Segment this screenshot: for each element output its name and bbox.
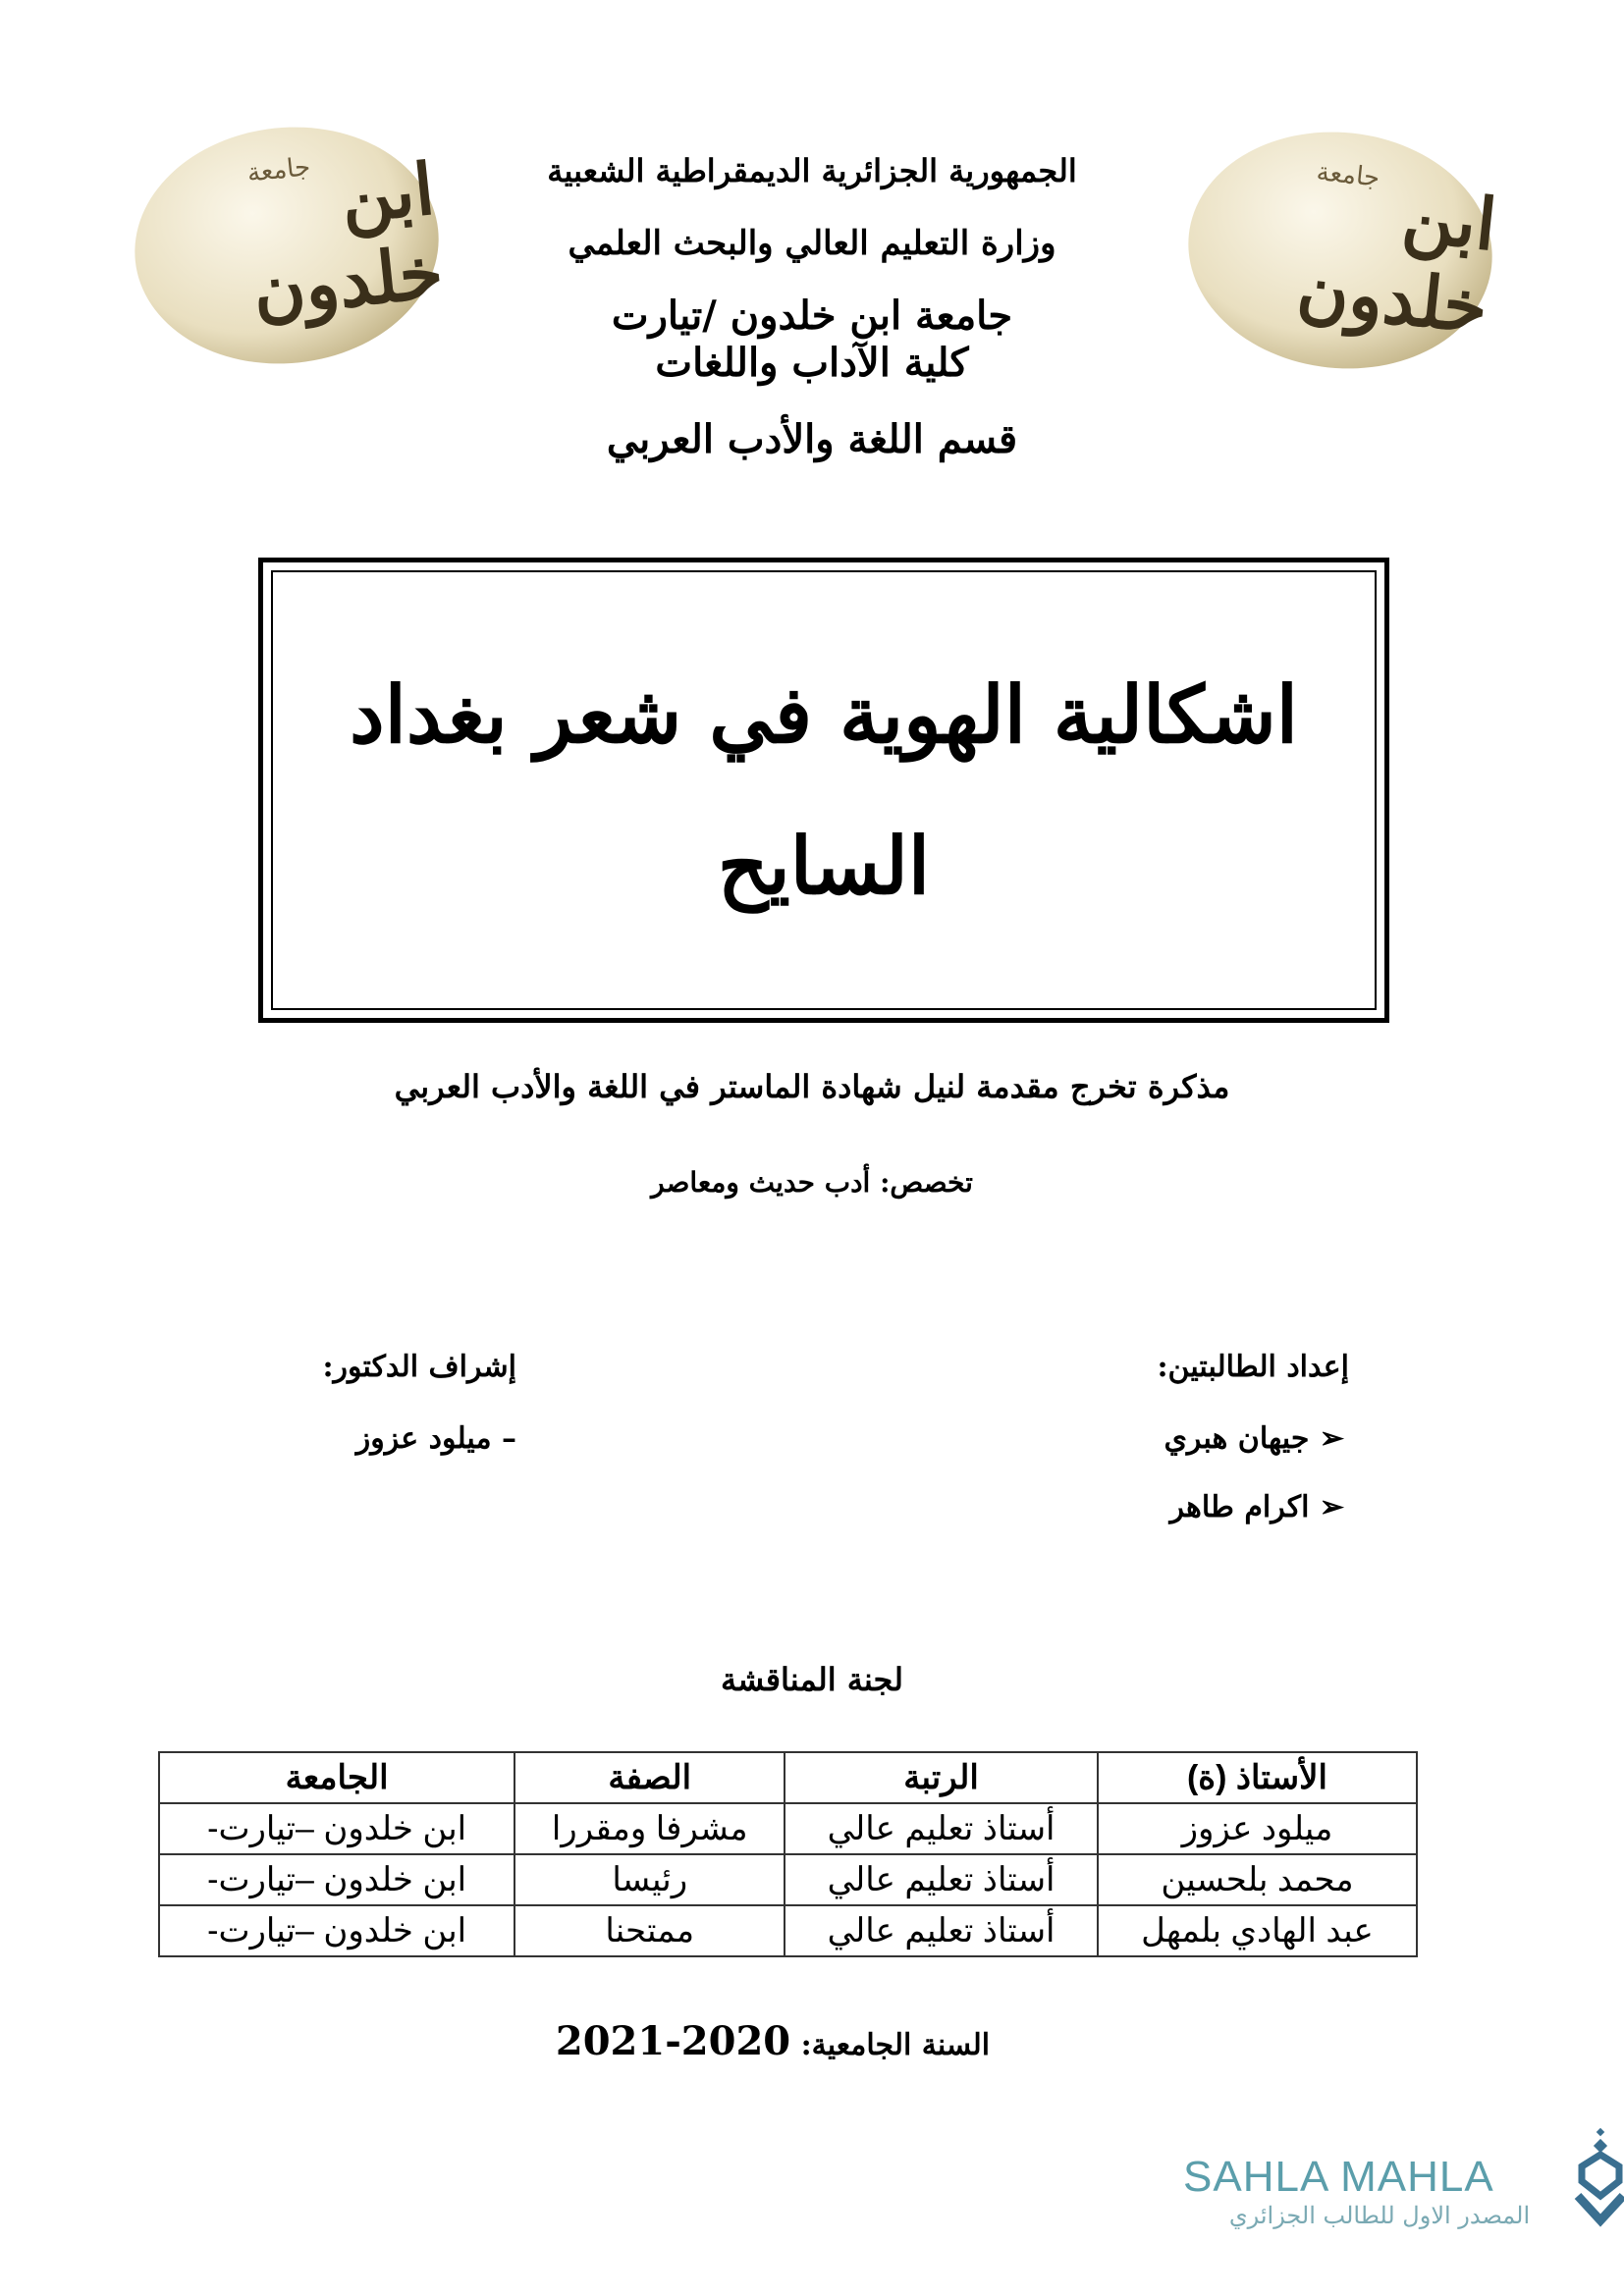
table-row [159, 1905, 1417, 1956]
table-cell: ابن خلدون –تيارت- [159, 1854, 514, 1905]
logo-text: ابن خلدون [1293, 173, 1501, 349]
table-cell: أستاذ تعليم عالي [785, 1905, 1098, 1956]
watermark-brand: SAHLA MAHLA [1183, 2153, 1494, 2201]
sahla-mahla-watermark [1183, 2125, 1624, 2233]
table-cell: ابن خلدون –تيارت- [159, 1803, 514, 1854]
logo-text: ابن خلدون [248, 146, 448, 333]
committee-title: لجنة المناقشة [721, 1661, 903, 1698]
year-label: السنة الجامعية: [800, 2028, 991, 2062]
logo-top-text: جامعة [1315, 157, 1381, 193]
republic-line: الجمهورية الجزائرية الديمقراطية الشعبية [547, 152, 1077, 189]
header-cell: الرتبة [785, 1752, 1098, 1803]
table-cell: مشرفا ومقررا [514, 1803, 785, 1854]
table-cell: محمد بلحسين [1098, 1854, 1417, 1905]
table-cell: ميلود عزوز [1098, 1803, 1417, 1854]
subtitle: مذكرة تخرج مقدمة لنيل شهادة الماستر في اللغة والأدب العربي [394, 1068, 1230, 1105]
year-value: 2021-2020 [555, 2018, 791, 2064]
thesis-title-line2: السايح [717, 820, 931, 912]
arrow-bullet-icon: ➢ [1319, 1490, 1344, 1524]
university-line: جامعة ابن خلدون /تيارت [611, 293, 1013, 339]
table-cell: رئيسا [514, 1854, 785, 1905]
table-header-row [159, 1752, 1417, 1803]
table-row [159, 1854, 1417, 1905]
student-item [1169, 1490, 1344, 1524]
department-line: قسم اللغة والأدب العربي [606, 416, 1018, 462]
header-cell: الجامعة [159, 1752, 514, 1803]
table-row [159, 1803, 1417, 1854]
specialty: تخصص: أدب حديث ومعاصر [651, 1166, 973, 1199]
faculty-line: كلية الآداب واللغات [655, 340, 969, 386]
students-label: إعداد الطالبتين: [1157, 1350, 1349, 1384]
table-cell: عبد الهادي بلمهل [1098, 1905, 1417, 1956]
supervisor-label: إشراف الدكتور: [322, 1350, 516, 1384]
table-cell: أستاذ تعليم عالي [785, 1854, 1098, 1905]
student-name: اكرام طاهر [1169, 1490, 1310, 1524]
header-cell: الأستاذ (ة) [1098, 1752, 1417, 1803]
calligraphy-logo-icon [1574, 2127, 1624, 2230]
committee-table [158, 1751, 1418, 1957]
arrow-bullet-icon: ➢ [1319, 1421, 1344, 1456]
header-cell: الصفة [514, 1752, 785, 1803]
ministry-line: وزارة التعليم العالي والبحث العلمي [568, 224, 1056, 263]
student-name: جيهان هبري [1164, 1421, 1310, 1456]
table-cell: أستاذ تعليم عالي [785, 1803, 1098, 1854]
title-box [258, 558, 1389, 1023]
academic-year [0, 2018, 1585, 2064]
thesis-title-line1: اشكالية الهوية في شعر بغداد [350, 668, 1298, 761]
table-cell: ابن خلدون –تيارت- [159, 1905, 514, 1956]
student-item [1164, 1421, 1344, 1456]
logo-top-text: جامعة [245, 152, 312, 188]
table-cell: ممتحنا [514, 1905, 785, 1956]
supervisor-name: – ميلود عزوز [355, 1421, 516, 1456]
watermark-tagline: المصدر الاول للطالب الجزائري [1228, 2202, 1531, 2229]
